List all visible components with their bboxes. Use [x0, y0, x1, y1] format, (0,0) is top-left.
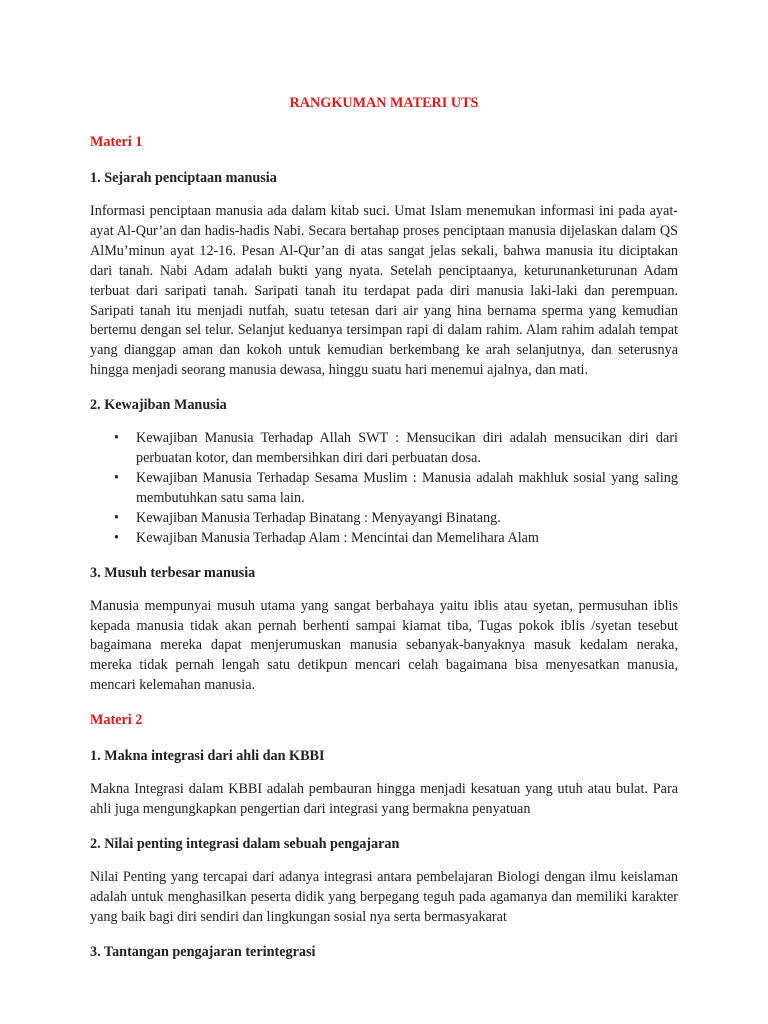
- bullet-icon: •: [114, 529, 119, 546]
- list-item-text: Kewajiban Manusia Terhadap Binatang : Menyayangi Binatang.: [136, 509, 501, 526]
- section-paragraph-nilai-penting: Nilai Penting yang tercapai dari adanya integrasi antara pembelajaran Biologi dengan ilmu keislaman adalah untuk menghasilkan peserta didik yang berpegang teguh pada agamanya dan memiliki karakter yang baik bagi diri sendiri dan lingkungan sosial nya serta bermasyakarat: [90, 868, 678, 925]
- section-heading-makna-integrasi: 1. Makna integrasi dari ahli dan KBBI: [90, 748, 325, 765]
- bullet-icon: •: [114, 469, 119, 486]
- kewajiban-bullet-list: [90, 429, 678, 548]
- materi-1-label: Materi 1: [90, 134, 143, 150]
- list-item: [90, 529, 678, 549]
- list-item-text: Kewajiban Manusia Terhadap Alam : Mencintai dan Memelihara Alam: [136, 529, 539, 546]
- bullet-icon: •: [114, 509, 119, 526]
- section-paragraph-sejarah: Informasi penciptaan manusia ada dalam kitab suci. Umat Islam menemukan informasi ini pada ayat-ayat Al-Qur’an dan hadis-hadis Nabi. Secara bertahap proses penciptaan manusia dijelaskan dalam QS AlMu’minun ayat 12-16. Pesan Al-Qur’an di atas sangat jelas sekali, bahwa manusia itu diciptakan dari tanah. Nabi Adam adalah bukti yang nyata. Setelah penciptaanya, keturunanketurunan Adam terbuat dari saripati tanah. Saripati tanah itu terdapat pada diri manusia laki-laki dan perempuan. Saripati tanah itu menjadi nutfah, suatu tetesan dari air yang hina bernama sperma yang kemudian bertemu dengan sel telur. Selanjut keduanya tersimpan rapi di dalam rahim. Alam rahim adalah tempat yang dianggap aman dan kokoh untuk kemudian berkembang ke arah selanjutnya, dan seterusnya hingga menjadi seorang manusia dewasa, hinggu suatu hari menemui ajalnya, dan mati.: [90, 203, 678, 379]
- document-title: RANGKUMAN MATERI UTS: [289, 95, 479, 111]
- section-paragraph-makna-integrasi: Makna Integrasi dalam KBBI adalah pembauran hingga menjadi kesatuan yang utuh atau bulat. Para ahli juga mengungkapkan pengertian dari integrasi yang bermakna penyatuan: [90, 781, 678, 818]
- materi-2-label: Materi 2: [90, 712, 143, 729]
- list-item: [90, 469, 678, 509]
- section-heading-musuh: 3. Musuh terbesar manusia: [90, 564, 256, 581]
- document-page: [90, 94, 678, 976]
- section-heading-tantangan: 3. Tantangan pengajaran terintegrasi: [90, 943, 316, 960]
- list-item: [90, 509, 678, 529]
- section-heading-kewajiban: 2. Kewajiban Manusia: [90, 397, 227, 414]
- list-item-text: Kewajiban Manusia Terhadap Allah SWT : Mensucikan diri adalah mensucikan diri dari perbuatan kotor, dan membersihkan diri dari perbuatan dosa.: [136, 430, 678, 467]
- list-item-text: Kewajiban Manusia Terhadap Sesama Muslim : Manusia adalah makhluk sosial yang saling membutuhkan satu sama lain.: [136, 469, 678, 506]
- section-paragraph-musuh: Manusia mempunyai musuh utama yang sangat berbahaya yaitu iblis atau syetan, permusuhan iblis kepada manusia tidak akan pernah berhenti sampai kiamat tiba, Tugas pokok iblis /syetan tesebut bagaimana mereka dapat menjerumuskan manusia sebanyak-banyaknya masuk kedalam neraka, mereka tidak pernah lengah satu detikpun mencari celah bagaimana bisa menyesatkan manusia, mencari kelemahan manusia.: [90, 597, 678, 694]
- bullet-icon: •: [114, 430, 119, 447]
- section-heading-sejarah: 1. Sejarah penciptaan manusia: [90, 170, 277, 186]
- section-heading-nilai-penting: 2. Nilai penting integrasi dalam sebuah pengajaran: [90, 835, 400, 852]
- list-item: [90, 429, 678, 469]
